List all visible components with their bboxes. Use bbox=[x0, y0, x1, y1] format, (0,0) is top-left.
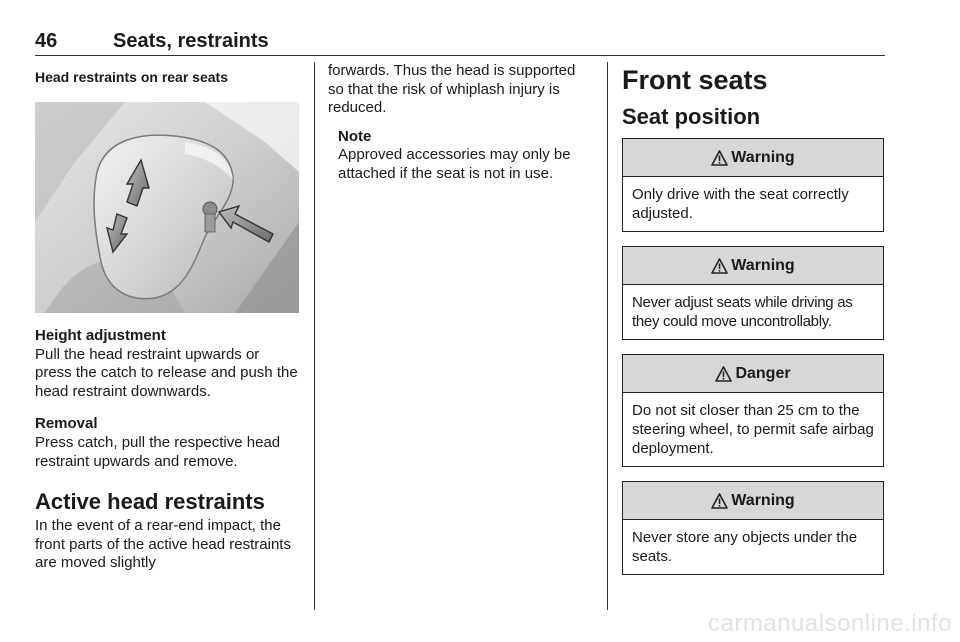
warning-box bbox=[622, 246, 884, 340]
warning-box bbox=[622, 481, 884, 575]
column-divider bbox=[607, 62, 608, 610]
middle-column bbox=[328, 62, 593, 184]
rear-head-restraints-heading: Head restraints on rear seats bbox=[35, 69, 228, 85]
page-number: 46 bbox=[35, 30, 58, 52]
warning-triangle-icon bbox=[711, 258, 728, 274]
right-column bbox=[622, 62, 885, 575]
warning-triangle-icon bbox=[711, 493, 728, 509]
warning-text: Only drive with the seat correctly adjusted. bbox=[632, 186, 849, 222]
warning-label: Warning bbox=[731, 256, 795, 274]
column-divider bbox=[314, 62, 315, 610]
height-adjustment-text: Pull the head restraint upwards or press the catch to release and push the head restraint downwards. bbox=[35, 345, 298, 400]
seat-position-heading: Seat position bbox=[622, 104, 761, 129]
height-adjustment-heading: Height adjustment bbox=[35, 327, 166, 344]
running-title: Seats, restraints bbox=[113, 30, 269, 52]
header-rule bbox=[35, 55, 885, 56]
page-header bbox=[35, 30, 885, 52]
danger-box-header bbox=[623, 355, 883, 393]
warning-label: Warning bbox=[731, 491, 795, 509]
note bbox=[338, 128, 593, 184]
warning-box-header bbox=[623, 482, 883, 520]
danger-label: Danger bbox=[735, 364, 791, 382]
removal-text: Press catch, pull the respective head restraint upwards and remove. bbox=[35, 433, 281, 470]
watermark: carmanualsonline.info bbox=[708, 610, 952, 637]
active-head-restraints-text: In the event of a rear-end impact, the front parts of the active head restraints are moved slightly bbox=[35, 517, 291, 572]
warning-text: Never adjust seats while driving as they could move uncontrollably. bbox=[632, 294, 853, 330]
danger-text: Do not sit closer than 25 cm to the steering wheel, to permit safe airbag deployment. bbox=[632, 402, 874, 457]
warning-label: Warning bbox=[731, 148, 795, 166]
warning-triangle-icon bbox=[711, 150, 728, 166]
active-head-restraints-heading: Active head restraints bbox=[35, 489, 265, 515]
removal-heading: Removal bbox=[35, 415, 98, 433]
front-seats-heading: Front seats bbox=[622, 65, 768, 95]
warning-text: Never store any objects under the seats. bbox=[632, 529, 858, 565]
left-column bbox=[35, 62, 300, 573]
warning-box-header bbox=[623, 247, 883, 285]
warning-box-header bbox=[623, 139, 883, 177]
warning-triangle-icon bbox=[715, 366, 732, 382]
note-label: Note bbox=[338, 127, 372, 145]
head-restraint-adjustment-illustration bbox=[35, 102, 299, 313]
continued-text: forwards. Thus the head is supported so that the risk of whiplash injury is reduced. bbox=[328, 62, 576, 117]
danger-box bbox=[622, 354, 884, 467]
warning-box bbox=[622, 138, 884, 232]
note-text: Approved accessories may only be attached if the seat is not in use. bbox=[338, 146, 571, 182]
